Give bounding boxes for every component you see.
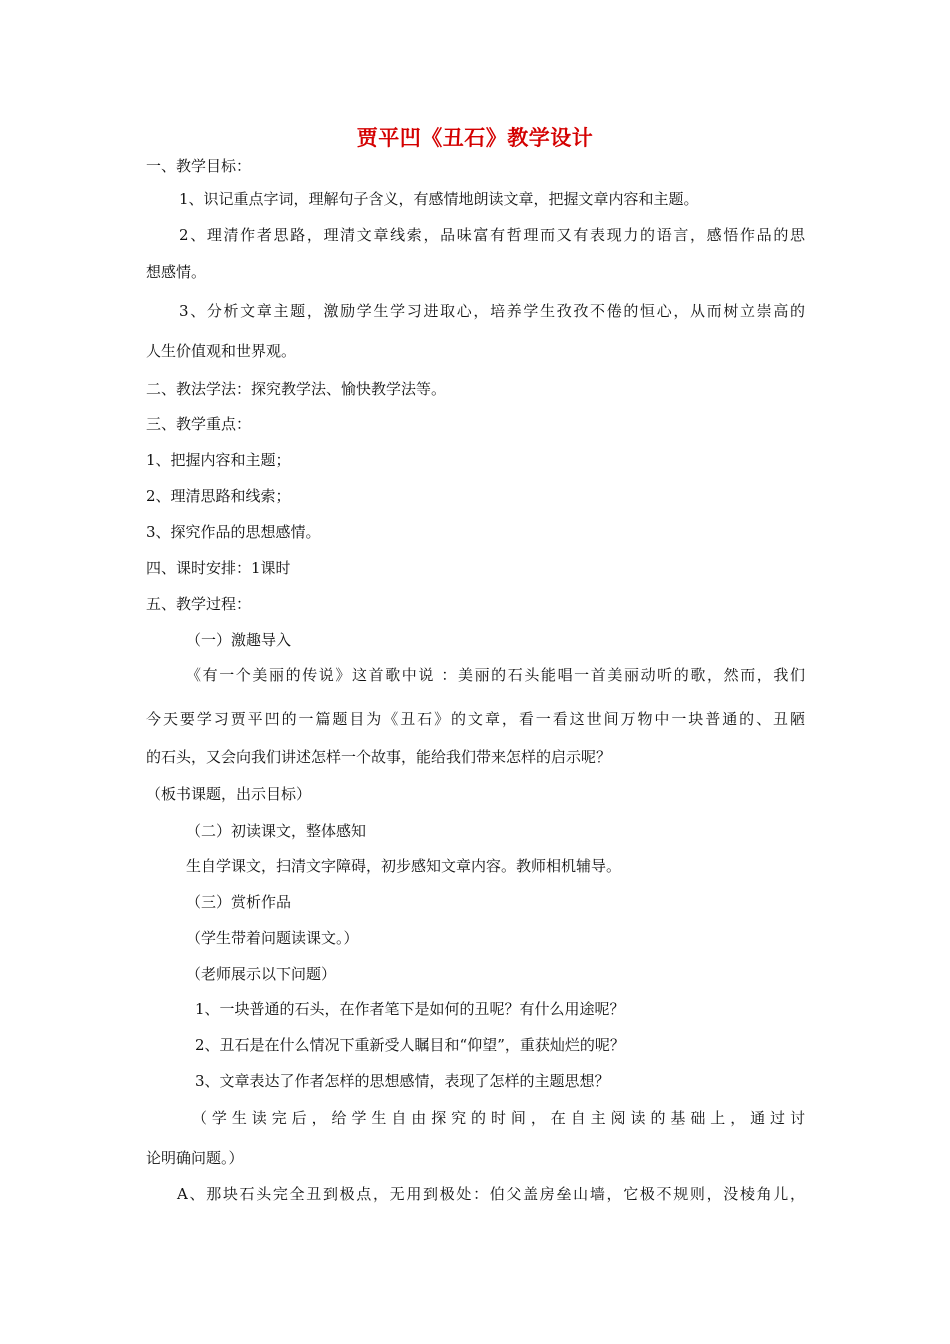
answer-a-line-1: A、那块石头完全丑到极点，无用到极处：伯父盖房垒山墙，它极不规则，没棱角儿， [177, 1185, 805, 1203]
focus-item-3: 3、探究作品的思想感情。 [146, 523, 321, 541]
intro-paragraph-line-3: 的石头，又会向我们讲述怎样一个故事，能给我们带来怎样的启示呢？ [146, 748, 612, 766]
question-2: 2、丑石是在什么情况下重新受人瞩目和“仰望”，重获灿烂的呢？ [195, 1036, 625, 1054]
discussion-note-line-1: （学生读完后，给学生自由探究的时间，在自主阅读的基础上，通过讨 [192, 1109, 805, 1127]
section-heading-goals: 一、教学目标： [146, 157, 252, 175]
section-heading-methods: 二、教法学法：探究教学法、愉快教学法等。 [146, 380, 447, 398]
goal-item-3: 3、分析文章主题，激励学生学习进取心，培养学生孜孜不倦的恒心，从而树立崇高的 [179, 302, 805, 320]
goal-item-1: 1、识记重点字词，理解句子含义，有感情地朗读文章，把握文章内容和主题。 [179, 190, 699, 208]
step-3-note-1: （学生带着问题读课文。） [186, 929, 359, 947]
step-2-text: 生自学课文，扫清文字障碍，初步感知文章内容。教师相机辅导。 [186, 857, 622, 875]
goal-item-3-cont: 人生价值观和世界观。 [146, 342, 297, 360]
step-heading-1: （一）激趣导入 [186, 631, 292, 649]
focus-item-2: 2、理清思路和线索； [146, 487, 291, 505]
intro-paragraph-line-2: 今天要学习贾平凹的一篇题目为《丑石》的文章，看一看这世间万物中一块普通的、丑陋 [146, 710, 805, 728]
intro-paragraph-line-1: 《有一个美丽的传说》这首歌中说 ：美丽的石头能唱一首美丽动听的歌，然而，我们 [186, 666, 805, 684]
question-1: 1、一块普通的石头，在作者笔下是如何的丑呢？有什么用途呢？ [195, 1000, 625, 1018]
section-heading-schedule: 四、课时安排：1课时 [146, 559, 291, 577]
discussion-note-line-2: 论明确问题。） [146, 1149, 244, 1167]
question-3: 3、文章表达了作者怎样的思想感情，表现了怎样的主题思想？ [195, 1072, 610, 1090]
section-heading-process: 五、教学过程： [146, 595, 252, 613]
board-note: （板书课题，出示目标） [146, 785, 312, 803]
step-3-note-2: （老师展示以下问题） [186, 965, 337, 983]
step-heading-2: （二）初读课文，整体感知 [186, 822, 367, 840]
section-heading-focus: 三、教学重点： [146, 415, 252, 433]
goal-item-2: 2、理清作者思路，理清文章线索，品味富有哲理而又有表现力的语言，感悟作品的思 [179, 226, 805, 244]
focus-item-1: 1、把握内容和主题； [146, 451, 291, 469]
step-heading-3: （三）赏析作品 [186, 893, 292, 911]
goal-item-2-cont: 想感情。 [146, 263, 207, 281]
document-title: 贾平凹《丑石》教学设计 [356, 125, 594, 150]
